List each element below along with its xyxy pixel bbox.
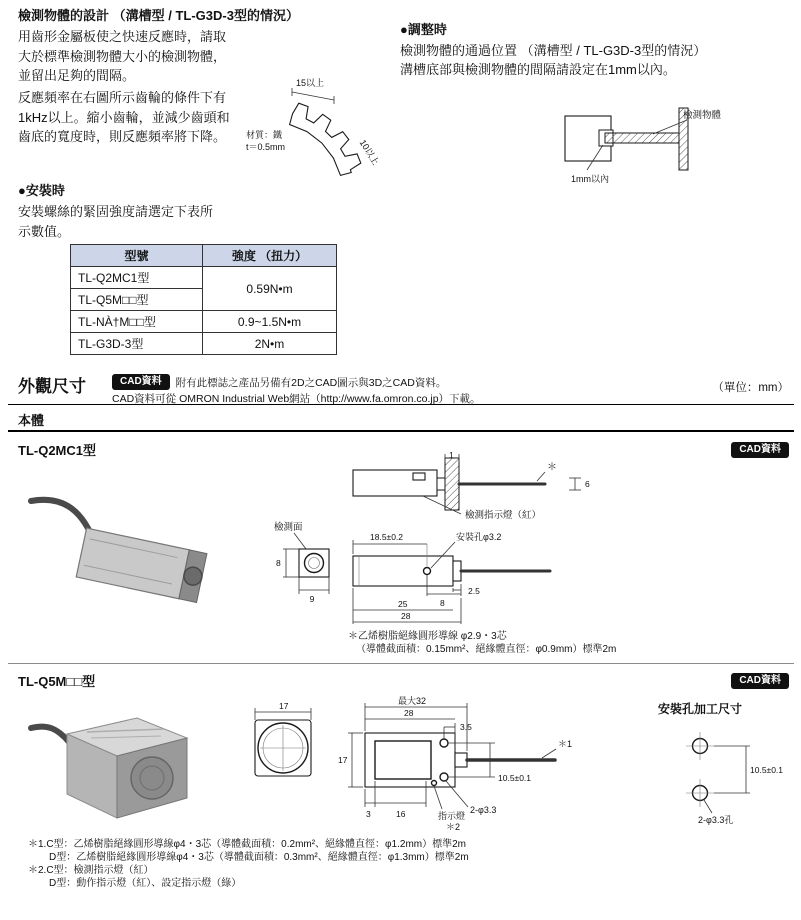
mount-hole-title: 安裝孔加工尺寸 [658, 702, 743, 716]
unit-note: （單位：mm） [712, 382, 789, 394]
mount-dim-10-5-label: 10.5±0.1 [750, 765, 784, 775]
cad-badge: CAD資料 [731, 442, 789, 458]
q2mc1-top-view [345, 452, 610, 524]
divider [8, 404, 794, 405]
q5m-footnote-3: ＊2.C型：檢測指示燈（紅） [28, 865, 154, 876]
q2mc1-footnote-2: （導體截面積：0.15mm²、絕緣體直徑：φ0.9mm）標準2m [356, 644, 617, 655]
divider [8, 663, 794, 664]
dimensions-title: 外觀尺寸 [18, 377, 86, 396]
dim-2-5-label: 2.5 [468, 586, 480, 596]
dim-3-5-label: 3.5 [460, 722, 472, 732]
cad-note-2: CAD資料可從 OMRON Industrial Web網站（http://www.fa.omron.co.jp）下載。 [112, 393, 481, 405]
cad-badge: CAD資料 [112, 374, 170, 390]
star1-label: ＊1 [558, 739, 573, 749]
design-paragraph-1: 用齒形金屬板使之快速反應時，請取大於標準檢測物體大小的檢測物體，並留出足夠的間隔。 [18, 29, 227, 83]
q5m-footnote-1: ＊1.C型：乙烯樹脂絕緣圓形導線φ4・3芯（導體截面積：0.2mm²、絕緣體直徑：φ1.2mm）標準2m [28, 839, 466, 850]
dim-max32-label: 最大32 [398, 696, 427, 706]
adjust-line-2: 溝槽底部與檢測物體的間隔請設定在1mm以內。 [400, 62, 676, 77]
dim-8-label: 8 [440, 598, 445, 608]
adjust-gap-label: 1mm以內 [571, 174, 609, 184]
q5m-side-view [330, 695, 645, 835]
model-cell: TL-NÀ†M□□型 [71, 311, 203, 333]
dim-18-5-label: 18.5±0.2 [370, 532, 404, 542]
divider [8, 430, 794, 432]
mount-hole-label: 安裝孔φ3.2 [456, 532, 502, 542]
install-section-title: ●安裝時 [18, 183, 65, 198]
dim-10-5-label: 10.5±0.1 [498, 773, 532, 783]
cad-badge: CAD資料 [731, 673, 789, 689]
gear-dim-top-label: 15以上 [296, 78, 325, 88]
col-header-torque: 強度 （扭力） [203, 245, 337, 267]
table-header-row [71, 245, 337, 267]
cable-asterisk: ＊ [547, 462, 557, 473]
install-paragraph: 安裝螺絲的緊固強度請選定下表所示數值。 [18, 204, 214, 239]
table-row [71, 311, 337, 333]
torque-cell: 0.59N•m [203, 267, 337, 311]
q2mc1-title: TL-Q2MC1型 [18, 443, 97, 458]
table-row [71, 267, 337, 289]
torque-table [70, 244, 337, 355]
model-cell: TL-G3D-3型 [71, 333, 203, 355]
dim-17-label: 17 [279, 702, 289, 711]
torque-cell: 2N•m [203, 333, 337, 355]
q5m-front-view [235, 702, 330, 802]
model-cell: TL-Q5M□□型 [71, 289, 203, 311]
dim-9-label: 9 [309, 594, 315, 604]
q5m-title: TL-Q5M□□型 [18, 674, 96, 689]
indicator-label: 檢測指示燈（紅） [465, 510, 542, 521]
torque-cell: 0.9~1.5N•m [203, 311, 337, 333]
model-cell: TL-Q2MC1型 [71, 267, 203, 289]
q5m-mount-diagram [662, 720, 794, 828]
design-section-title: 檢測物體的設計 （溝槽型 / TL-G3D-3型的情況） [18, 8, 299, 23]
body-subsection-label: 本體 [18, 413, 45, 428]
table-row [71, 333, 337, 355]
dim-3-label: 3 [366, 809, 371, 819]
star2-label: ＊2 [446, 822, 461, 832]
holes-label: 2-φ3.3 [470, 805, 497, 815]
sensing-face-label: 檢測面 [274, 522, 303, 533]
q5m-product-photo [25, 698, 220, 838]
dim-8-label: 8 [276, 558, 281, 568]
dim-28-label: 28 [401, 611, 411, 621]
indicator-label: 指示燈 [438, 811, 466, 821]
design-paragraph-2: 反應頻率在右圖所示齒輪的條件下有1kHz以上。縮小齒輪，並減少齒頭和齒底的寬度時，則反應頻率將下降。 [18, 90, 230, 144]
adjust-diagram [543, 86, 723, 186]
q5m-footnote-4: D型：動作指示燈（紅）、設定指示燈（綠） [49, 878, 242, 889]
dim-6-label: 6 [585, 479, 590, 489]
cad-note-line [112, 374, 446, 390]
dim-28-label: 28 [404, 708, 414, 718]
mount-holes-label: 2-φ3.3孔 [698, 815, 734, 825]
q5m-footnote-2: D型：乙烯樹脂絕緣圓形導線φ4・3芯（導體截面積：0.3mm²、絕緣體直徑：φ1.3mm）標準2m [49, 852, 469, 863]
adjust-line-1: 檢測物體的通過位置 （溝槽型 / TL-G3D-3型的情況） [400, 43, 707, 58]
dim-16-label: 16 [396, 809, 406, 819]
col-header-model: 型號 [71, 245, 203, 267]
dim-17-side-label: 17 [338, 755, 348, 765]
q2mc1-side-view [338, 528, 638, 628]
q2mc1-footnote-1: ＊乙烯樹脂絕緣圓形導線 φ2.9・3芯 [348, 631, 507, 642]
dim-1-label: 1 [449, 452, 454, 460]
q2mc1-product-photo [25, 466, 240, 636]
dim-25-label: 25 [398, 599, 408, 609]
adjust-section-title: ●調整時 [400, 22, 447, 37]
gear-diagram [246, 76, 383, 178]
gear-material-label: 材質：鐵 [246, 130, 283, 140]
gear-dim-side-label: 10以上 [357, 137, 381, 167]
cad-note-1: 附有此標誌之產品另備有2D之CAD圖示與3D之CAD資料。 [175, 376, 447, 389]
gear-thickness-label: t＝0.5mm [246, 142, 286, 152]
adjust-object-label: 檢測物體 [682, 110, 721, 121]
